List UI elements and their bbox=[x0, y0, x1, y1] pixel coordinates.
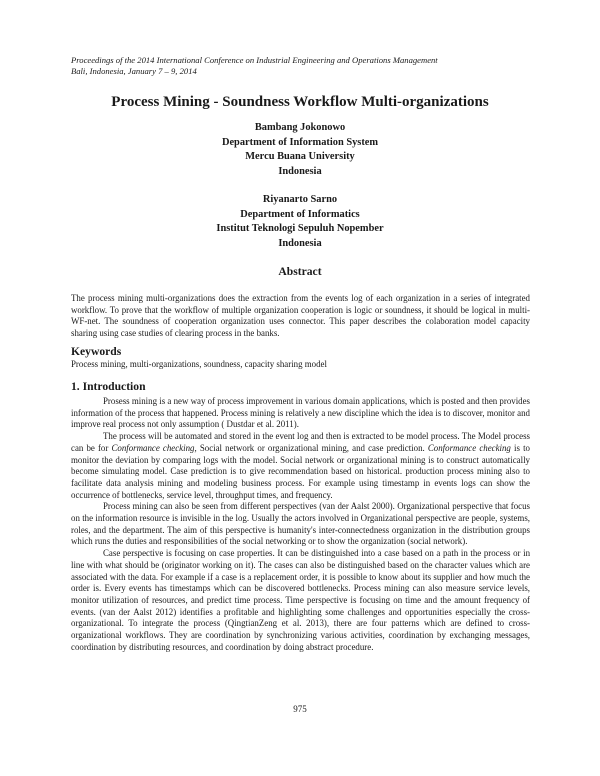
keywords-text: Process mining, multi-organizations, soundness, capacity sharing model bbox=[71, 359, 327, 369]
author-country: Indonesia bbox=[278, 165, 322, 177]
proceedings-header bbox=[71, 55, 541, 77]
intro-p2-text-a: The process will be automated and stored in the event log and then is extracted to be model process. The Model process can be for bbox=[71, 431, 530, 453]
author-name: Riyanarto Sarno bbox=[262, 194, 338, 205]
author-institution: Mercu Buana University bbox=[245, 151, 355, 163]
author-block-2 bbox=[60, 193, 540, 251]
author-country: Indonesia bbox=[278, 237, 322, 249]
proceedings-line-1: Proceedings of the 2014 International Conference on Industrial Engineering and Operations Management bbox=[71, 55, 438, 65]
intro-p2-emphasis-1: Conformance checking, bbox=[111, 442, 197, 453]
introduction-heading: 1. Introduction bbox=[71, 380, 146, 393]
author-name: Bambang Jokonowo bbox=[254, 122, 346, 133]
intro-paragraph-4: Case perspective is focusing on case properties. It can be distinguished into a case based on a path in the process or in line with what should be (originator working on it). The cases can also be distinguished based on the character values which are associated with the data. For example if a case is a replacement order, it is possible to know about its supplier and how much the order is. Every events has timestamps which can be discovered bottlenecks. Process mining can also measure service levels, monitor utilization of resources, and predict time process. Time perspective is focusing on time and the amount frequency of events. (van der Aalst 2012) identifies a profitable and highlighting some challenges and opportunities especially the cross-organizational. To integrate the process (QingtianZeng et al. 2013), there are four patterns which are defined to cross-organizational workflows. They are coordination by synchronizing various activities, coordination by exchanging messages, coordination by distributing resources, and coordination by doing abstract procedure. bbox=[71, 548, 530, 652]
paper-title: Process Mining - Soundness Workflow Multi-organizations bbox=[111, 94, 489, 110]
intro-p2-text-b: Social network or organizational mining, and case prediction. bbox=[196, 442, 428, 453]
intro-p2-text-c: is to monitor the deviation by comparing logs with the model. Social network or organizational mining is to construct automatically become simulating model. Case prediction is to give recommendation based on historical. production process mining also to facilitate data analysis mining and modeling business process. For example using timestamp in events logs can show the occurrence of bottlenecks, service level, throughput times, and frequency. bbox=[71, 442, 530, 500]
intro-paragraph-2 bbox=[71, 431, 530, 501]
proceedings-line-2: Bali, Indonesia, January 7 – 9, 2014 bbox=[71, 66, 197, 76]
author-institution: Institut Teknologi Sepuluh Nopember bbox=[216, 223, 384, 235]
author-department: Department of Informatics bbox=[240, 208, 360, 220]
page-number: 975 bbox=[293, 704, 307, 714]
abstract-text: The process mining multi-organizations does the extraction from the events log of each organization in a series of integrated workflow. To prove that the workflow of multiple organization cooperation is logic or soundness, it should be logical in multi-WF-net. The soundness of cooperation organization uses connector. This paper describes the colaboration model capacity sharing using case studies of clearing process in the banks. bbox=[71, 293, 530, 339]
intro-paragraph-3: Process mining can also be seen from different perspectives (van der Aalst 2000). Organizational perspective that focus on the information resource is invisible in the log. Usually the actors involved in Organizational perspective are people, systems, roles, and the department. The aim of this perspective is humanity's inter-connectedness organization in the distribution groups which runs the duties and responsibilities of the social networking or to show the organization (social network). bbox=[71, 501, 530, 547]
author-block-1 bbox=[60, 121, 540, 179]
intro-body bbox=[71, 396, 530, 653]
author-department: Department of Information System bbox=[221, 136, 379, 148]
intro-paragraph-1: Prosess mining is a new way of process improvement in various domain applications, which is posted and then provides information of the process that happened. Process mining is relatively a new discipline which the idea is to discover, monitor and improve real process not only assumption ( Dustdar et al. 2011). bbox=[71, 396, 530, 430]
intro-p2-emphasis-2: Conformance checking bbox=[427, 442, 511, 453]
abstract-heading: Abstract bbox=[278, 265, 322, 278]
keywords-heading: Keywords bbox=[71, 345, 122, 358]
